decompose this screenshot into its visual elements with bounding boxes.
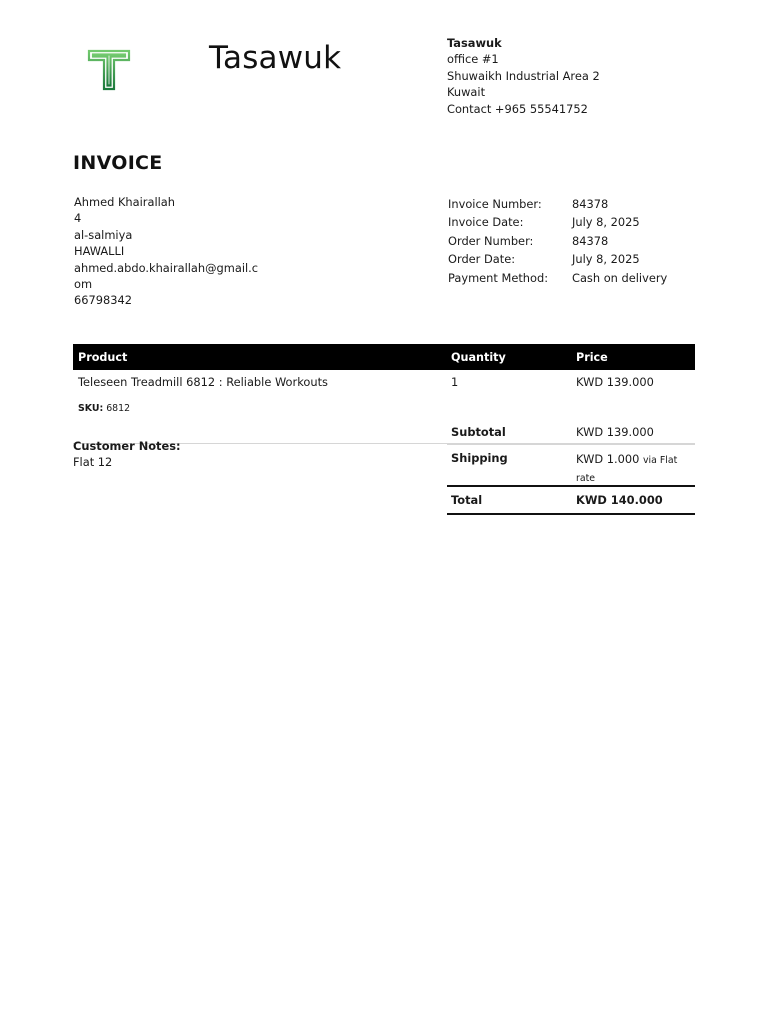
meta-value: July 8, 2025 <box>572 215 640 230</box>
item-product: Teleseen Treadmill 6812 : Reliable Workouts <box>78 375 328 389</box>
item-sku <box>78 403 130 414</box>
shop-name: Tasawuk <box>447 36 502 50</box>
meta-value: 84378 <box>572 197 609 211</box>
shop-country: Kuwait <box>447 85 486 100</box>
brand-name: Tasawuk <box>209 40 342 76</box>
meta-label: Invoice Number: <box>448 197 542 211</box>
sku-label: SKU: <box>78 403 104 414</box>
header-product: Product <box>78 350 128 364</box>
sku-value: 6812 <box>106 403 131 414</box>
meta-row <box>448 232 667 250</box>
meta-label: Invoice Date: <box>448 215 524 230</box>
total-value: KWD 140.000 <box>576 493 663 507</box>
shop-address-line2: Shuwaikh Industrial Area 2 <box>447 68 600 83</box>
shipping-label: Shipping <box>451 451 508 465</box>
shipping-method: via Flat rate <box>576 455 678 484</box>
subtotal-row <box>447 420 695 445</box>
customer-notes-label: Customer Notes: <box>73 439 181 453</box>
header-quantity: Quantity <box>451 350 506 364</box>
billing-address <box>74 194 262 309</box>
subtotal-label: Subtotal <box>451 425 506 439</box>
meta-row <box>448 269 667 287</box>
meta-row <box>448 213 667 231</box>
meta-row <box>448 250 667 268</box>
billing-state: HAWALLI <box>74 244 125 259</box>
meta-label: Order Number: <box>448 233 534 248</box>
order-totals <box>447 420 695 515</box>
subtotal-value: KWD 139.000 <box>576 425 654 439</box>
shipping-amount: KWD 1.000 <box>576 452 640 466</box>
customer-notes-text: Flat 12 <box>73 455 113 470</box>
shop-contact: Contact +965 55541752 <box>447 101 588 116</box>
meta-label: Payment Method: <box>448 270 549 285</box>
billing-name: Ahmed Khairallah <box>74 195 175 209</box>
shop-address-line1: office #1 <box>447 52 499 67</box>
shipping-value <box>572 451 695 487</box>
document-title: INVOICE <box>73 152 163 174</box>
item-price: KWD 139.000 <box>576 375 654 389</box>
header-price: Price <box>576 350 608 364</box>
customer-notes <box>73 438 181 471</box>
meta-value: 84378 <box>572 233 609 248</box>
meta-value: July 8, 2025 <box>572 252 640 267</box>
meta-row <box>448 195 667 213</box>
billing-address-line1: 4 <box>74 211 82 226</box>
shop-address <box>447 35 600 117</box>
billing-phone: 66798342 <box>74 293 132 308</box>
billing-email: ahmed.abdo.khairallah@gmail.com <box>74 260 259 292</box>
items-table-header <box>73 344 695 370</box>
order-meta <box>448 195 667 287</box>
billing-city: al-salmiya <box>74 227 133 242</box>
total-label: Total <box>451 493 483 507</box>
shipping-row <box>447 445 695 487</box>
meta-value: Cash on delivery <box>572 270 668 285</box>
total-row <box>447 487 695 515</box>
item-quantity: 1 <box>451 375 459 389</box>
meta-label: Order Date: <box>448 252 516 267</box>
tasawuk-t-logo-icon <box>86 48 132 92</box>
